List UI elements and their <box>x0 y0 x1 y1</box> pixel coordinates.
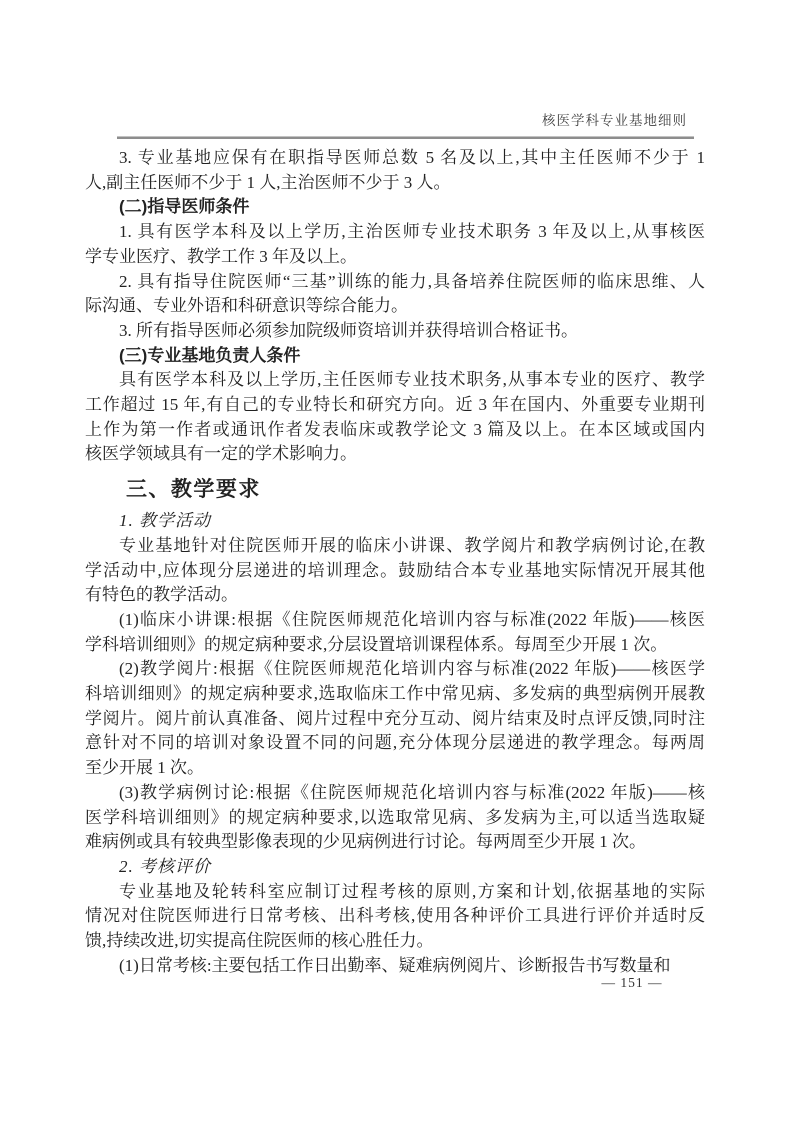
text-line: 意针对不同的培训对象设置不同的问题,充分体现分层递进的教学理念。每两周 <box>85 733 705 753</box>
text-line: (二)指导医师条件 <box>119 197 250 217</box>
text-line: 情况对住院医师进行日常考核、出科考核,使用各种评价工具进行评价并适时反 <box>85 906 705 926</box>
text-line: 核医学领域具有一定的学术影响力。 <box>85 444 357 464</box>
text-line: 三、教学要求 <box>125 478 261 502</box>
paragraph <box>85 270 705 319</box>
subhead-kai <box>85 509 705 534</box>
paragraph <box>85 781 705 855</box>
header-rule <box>117 136 694 139</box>
text-line: (1)临床小讲课:根据《住院医师规范化培训内容与标准(2022 年版)——核医 <box>119 609 705 629</box>
text-line: 上作为第一作者或通讯作者发表临床或教学论文 3 篇及以上。在本区域或国内 <box>85 419 705 439</box>
section-title <box>85 476 705 504</box>
paragraph <box>85 146 705 195</box>
text-line: (2)教学阅片:根据《住院医师规范化培训内容与标准(2022 年版)——核医学 <box>119 659 705 679</box>
text-line: 3. 所有指导医师必须参加院级师资培训并获得培训合格证书。 <box>119 320 578 340</box>
text-line: 工作超过 15 年,有自己的专业特长和研究方向。近 3 年在国内、外重要专业期刊 <box>85 395 705 415</box>
text-line: (3)教学病例讨论:根据《住院医师规范化培训内容与标准(2022 年版)——核 <box>119 782 705 802</box>
paragraph <box>85 880 705 954</box>
text-line: 科培训细则》的规定病种要求,选取临床工作中常见病、多发病的典型病例开展教 <box>85 684 705 704</box>
text-line: (三)专业基地负责人条件 <box>119 345 301 365</box>
text-line: 学科培训细则》的规定病种要求,分层设置培训课程体系。每周至少开展 1 次。 <box>85 634 668 654</box>
text-line: 专业基地针对住院医师开展的临床小讲课、教学阅片和教学病例讨论,在教 <box>119 535 705 555</box>
text-line: 学活动中,应体现分层递进的培训理念。鼓励结合本专业基地实际情况开展其他 <box>85 560 705 580</box>
text-line: 际沟通、专业外语和科研意识等综合能力。 <box>85 296 408 316</box>
text-line: 学专业医疗、教学工作 3 年及以上。 <box>85 246 357 266</box>
paragraph <box>85 368 705 467</box>
text-line: 至少开展 1 次。 <box>85 758 204 778</box>
text-line: 学阅片。阅片前认真准备、阅片过程中充分互动、阅片结束及时点评反馈,同时注 <box>85 708 705 728</box>
text-line: 1. 具有医学本科及以上学历,主治医师专业技术职务 3 年及以上,从事核医 <box>119 222 705 242</box>
text-line: 专业基地及轮转科室应制订过程考核的原则,方案和计划,依据基地的实际 <box>119 881 705 901</box>
page-number: — 151 — <box>577 975 687 991</box>
text-line: 馈,持续改进,切实提高住院医师的核心胜任力。 <box>85 931 434 951</box>
subhead-bold <box>85 344 705 369</box>
text-line: (1)日常考核:主要包括工作日出勤率、疑难病例阅片、诊断报告书写数量和 <box>119 955 671 975</box>
text-line: 具有医学本科及以上学历,主任医师专业技术职务,从事本专业的医疗、教学 <box>119 370 705 390</box>
subhead-kai <box>85 855 705 880</box>
paragraph <box>85 319 705 344</box>
paragraph <box>85 608 705 657</box>
text-line: 医学科培训细则》的规定病种要求,以选取常见病、多发病为主,可以适当选取疑 <box>85 807 705 827</box>
paragraph <box>85 534 705 608</box>
text-line: 有特色的教学活动。 <box>85 585 238 605</box>
text-line: 2. 考核评价 <box>119 856 211 876</box>
subhead-bold <box>85 195 705 220</box>
document-content <box>85 146 705 979</box>
text-line: 3. 专业基地应保有在职指导医师总数 5 名及以上,其中主任医师不少于 1 <box>119 148 705 167</box>
running-title: 核医学科专业基地细则 <box>542 113 687 128</box>
text-line: 难病例或具有较典型影像表现的少见病例进行讨论。每两周至少开展 1 次。 <box>85 832 646 852</box>
running-header <box>85 109 687 129</box>
paragraph <box>85 657 705 781</box>
text-line: 人,副主任医师不少于 1 人,主治医师不少于 3 人。 <box>85 172 451 192</box>
text-line: 2. 具有指导住院医师“三基”训练的能力,具备培养住院医师的临床思维、人 <box>119 271 705 291</box>
text-line: 1. 教学活动 <box>119 511 211 531</box>
paragraph <box>85 220 705 269</box>
